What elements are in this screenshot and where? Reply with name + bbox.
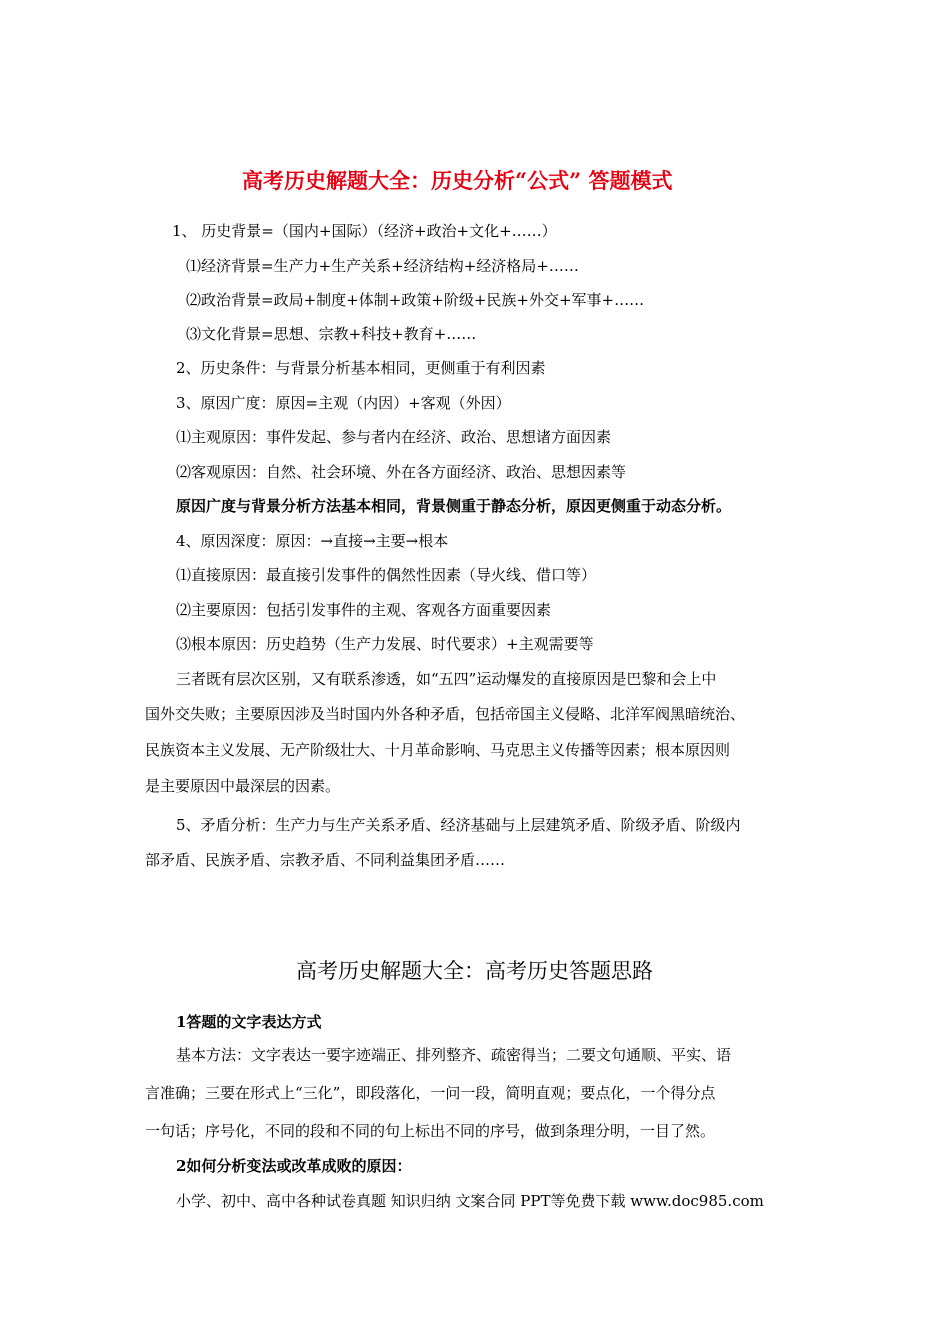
line-breadth-note: 原因广度与背景分析方法基本相同，背景侧重于静态分析，原因更侧重于动态分析。 [176, 497, 732, 515]
line-paragraph-2: 国外交失败；主要原因涉及当时国内外各种矛盾，包括帝国主义侵略、北洋军阀黑暗统治、 [145, 705, 746, 723]
line-basic-method-2: 言准确；三要在形式上“三化”，即段落化，一问一段，简明直观；要点化，一个得分点 [145, 1084, 716, 1102]
line-contradiction-1: 5、矛盾分析：生产力与生产关系矛盾、经济基础与上层建筑矛盾、阶级矛盾、阶级内 [176, 816, 741, 834]
line-political-background: ⑵政治背景=政局+制度+体制+政策+阶级+民族+外交+军事+…… [186, 291, 645, 309]
footer-text: 小学、初中、高中各种试卷真题 知识归纳 文案合同 PPT等免费下载 www.doc985.com [176, 1192, 764, 1210]
line-basic-method-3: 一句话；序号化，不同的段和不同的句上标出不同的序号，做到条理分明，一目了然。 [145, 1122, 716, 1140]
line-root-cause: ⑶根本原因：历史趋势（生产力发展、时代要求）+主观需要等 [176, 635, 594, 653]
line-economic-background: ⑴经济背景=生产力+生产关系+经济结构+经济格局+…… [186, 257, 579, 275]
line-paragraph-1: 三者既有层次区别，又有联系渗透，如“五四”运动爆发的直接原因是巴黎和会上中 [176, 670, 717, 688]
line-direct-cause: ⑴直接原因：最直接引发事件的偶然性因素（导火线、借口等） [176, 566, 597, 584]
line-paragraph-4: 是主要原因中最深层的因素。 [145, 777, 341, 795]
line-historical-conditions: 2、历史条件：与背景分析基本相同，更侧重于有利因素 [176, 359, 546, 377]
line-paragraph-3: 民族资本主义发展、无产阶级壮大、十月革命影响、马克思主义传播等因素；根本原因则 [145, 741, 731, 759]
line-basic-method-1: 基本方法：文字表达一要字迹端正、排列整齐、疏密得当；二要文句通顺、平实、语 [176, 1046, 732, 1064]
section2-title: 高考历史解题大全：高考历史答题思路 [296, 959, 653, 983]
line-answer-expression-heading: 1答题的文字表达方式 [176, 1013, 322, 1031]
line-main-cause: ⑵主要原因：包括引发事件的主观、客观各方面重要因素 [176, 601, 552, 619]
line-cause-breadth: 3、原因广度：原因=主观（内因）+客观（外因） [176, 394, 511, 412]
line-contradiction-2: 部矛盾、民族矛盾、宗教矛盾、不同利益集团矛盾…… [145, 851, 506, 869]
line-background-formula: 1、 历史背景=（国内+国际）（经济+政治+文化+……） [172, 222, 557, 240]
line-objective-cause: ⑵客观原因：自然、社会环境、外在各方面经济、政治、思想因素等 [176, 463, 627, 481]
line-cultural-background: ⑶文化背景=思想、宗教+科技+教育+…… [186, 325, 477, 343]
line-subjective-cause: ⑴主观原因：事件发起、参与者内在经济、政治、思想诸方面因素 [176, 428, 612, 446]
line-cause-depth: 4、原因深度：原因：→直接→主要→根本 [176, 532, 449, 550]
section1-title: 高考历史解题大全：历史分析“公式” 答题模式 [242, 168, 673, 193]
line-reform-analysis-heading: 2如何分析变法或改革成败的原因： [176, 1157, 412, 1175]
